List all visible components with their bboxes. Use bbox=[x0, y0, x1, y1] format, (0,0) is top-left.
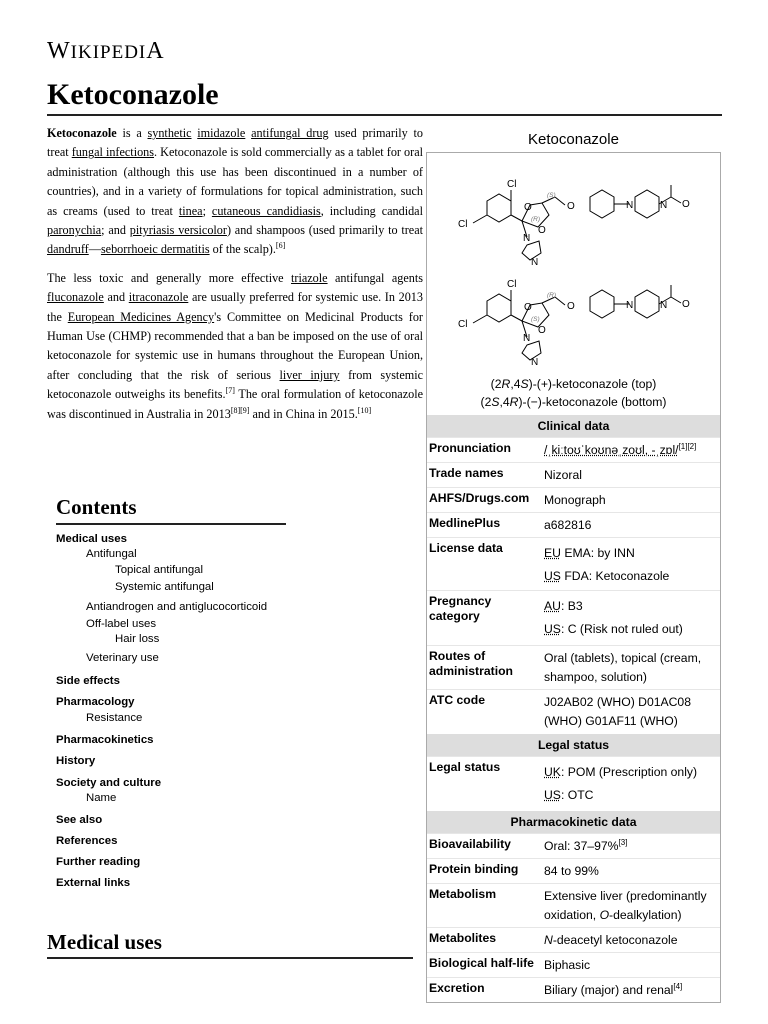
text: , including candidal bbox=[320, 203, 423, 218]
toc-item-antifungal[interactable]: Antifungal bbox=[86, 548, 137, 560]
text: EMA: by INN bbox=[560, 546, 635, 560]
legal-us bbox=[544, 786, 716, 805]
text: FDA: Ketoconazole bbox=[560, 569, 670, 583]
structure-caption bbox=[427, 371, 720, 414]
abbr-us[interactable]: US bbox=[544, 569, 561, 583]
abbr-au[interactable]: AU bbox=[544, 599, 561, 613]
atom-n: N bbox=[660, 200, 668, 211]
text: S bbox=[491, 395, 500, 409]
link-antifungal-drug[interactable]: antifungal drug bbox=[251, 126, 329, 140]
link-triazole[interactable]: triazole bbox=[291, 270, 328, 285]
link-fluconazole[interactable]: fluconazole bbox=[47, 290, 104, 305]
toc-item-resistance[interactable]: Resistance bbox=[86, 712, 143, 724]
row-value bbox=[544, 757, 720, 810]
row-label: Routes of administration bbox=[429, 649, 513, 678]
atom-n: N bbox=[660, 300, 668, 311]
row-metabolism bbox=[427, 883, 720, 927]
caption-line-1 bbox=[427, 375, 720, 393]
text: R bbox=[501, 377, 511, 391]
text: : B3 bbox=[560, 599, 583, 613]
text: and bbox=[103, 290, 129, 305]
row-label: Metabolism bbox=[429, 887, 497, 901]
atom-o: O bbox=[567, 301, 575, 312]
row-atc-code bbox=[427, 689, 720, 733]
section-heading-medical-uses: Medical uses bbox=[47, 930, 413, 959]
atom-o: O bbox=[538, 325, 546, 336]
reference-7[interactable]: [7] bbox=[225, 386, 235, 396]
wordmark-w: W bbox=[47, 38, 71, 64]
link-synthetic[interactable]: synthetic bbox=[147, 126, 192, 140]
row-value bbox=[544, 928, 720, 952]
row-medlineplus bbox=[427, 512, 720, 537]
chemical-structure-image[interactable] bbox=[427, 153, 720, 371]
row-label: Pregnancy category bbox=[429, 594, 492, 623]
row-pregnancy-category bbox=[427, 590, 720, 645]
row-value bbox=[544, 884, 720, 927]
atom-n: N bbox=[531, 357, 539, 368]
text: ) and shampoos (used primarily to treat bbox=[226, 223, 423, 238]
text: : POM (Prescription only) bbox=[560, 765, 698, 779]
text: -dealkylation) bbox=[609, 908, 682, 922]
link-seborrhoeic-dermatitis[interactable]: seborrhoeic dermatitis bbox=[100, 242, 210, 257]
wikipedia-wordmark[interactable] bbox=[47, 38, 165, 65]
stereo-r: (R) bbox=[547, 292, 557, 299]
text: N bbox=[544, 933, 553, 947]
text: are usually preferred for systemic use. In 2013 the bbox=[47, 290, 423, 324]
pregnancy-us bbox=[544, 620, 716, 639]
link-medlineplus[interactable]: a682816 bbox=[544, 518, 592, 532]
text: is a bbox=[116, 126, 148, 140]
infobox-title: Ketoconazole bbox=[528, 131, 619, 148]
infobox-frame bbox=[426, 152, 721, 1003]
text: S bbox=[520, 377, 529, 391]
row-label: License data bbox=[429, 541, 503, 555]
link-cutaneous-candidiasis[interactable]: cutaneous candidiasis bbox=[211, 203, 321, 218]
text: )-(+)-ketoconazole (top) bbox=[528, 377, 657, 391]
page-title: Ketoconazole bbox=[47, 78, 722, 116]
atom-cl: Cl bbox=[507, 179, 517, 190]
row-value: Oral (tablets), topical (cream, shampoo, solution) bbox=[544, 651, 702, 684]
link-european-medicines-agency[interactable]: European Medicines Agency bbox=[67, 309, 215, 324]
abbr-us[interactable]: US bbox=[544, 788, 561, 802]
atom-cl: Cl bbox=[507, 279, 517, 290]
pregnancy-au bbox=[544, 597, 716, 616]
text: O bbox=[599, 908, 610, 922]
license-us bbox=[544, 567, 716, 586]
link-monograph[interactable]: Monograph bbox=[544, 493, 606, 507]
drug-infobox bbox=[426, 128, 721, 1003]
toc-item-history[interactable]: History bbox=[56, 755, 96, 767]
row-half-life bbox=[427, 952, 720, 977]
row-label: Biological half-life bbox=[429, 956, 534, 970]
atom-n: N bbox=[626, 200, 634, 211]
license-eu bbox=[544, 544, 716, 563]
legal-uk bbox=[544, 763, 716, 782]
row-label: Bioavailability bbox=[429, 837, 511, 851]
row-value: Biphasic bbox=[544, 958, 591, 972]
row-label: Legal status bbox=[429, 760, 501, 774]
row-label: Pronunciation bbox=[429, 441, 511, 455]
atom-o: O bbox=[524, 302, 532, 313]
toc-item-off-label-uses[interactable]: Off-label uses bbox=[86, 618, 157, 630]
abbr-uk[interactable]: UK bbox=[544, 765, 561, 779]
structure-diagram bbox=[427, 153, 720, 371]
row-value bbox=[544, 438, 720, 462]
section-header-legal-status: Legal status bbox=[427, 733, 720, 756]
table-of-contents bbox=[56, 495, 286, 889]
text: of the scalp). bbox=[209, 242, 276, 257]
text: used primarily to treat bbox=[47, 126, 423, 160]
reference-3[interactable]: [3] bbox=[618, 837, 628, 847]
toc-item-medical-uses[interactable]: Medical uses bbox=[56, 533, 127, 545]
row-routes bbox=[427, 645, 720, 689]
toc-item-external-links[interactable]: External links bbox=[56, 877, 131, 889]
text: The less toxic and generally more effective bbox=[47, 270, 292, 285]
row-label: Protein binding bbox=[429, 862, 519, 876]
reference-1-2[interactable]: [1][2] bbox=[678, 441, 697, 451]
row-label: MedlinePlus bbox=[429, 516, 501, 530]
link-dandruff[interactable]: dandruff bbox=[47, 242, 89, 257]
text: ; and bbox=[101, 223, 130, 238]
reference-10[interactable]: [10] bbox=[357, 405, 372, 415]
link-tinea[interactable]: tinea bbox=[178, 203, 203, 218]
text: Biliary (major) and renal bbox=[544, 983, 674, 997]
toc-title: Contents bbox=[56, 495, 286, 525]
caption-line-2 bbox=[427, 393, 720, 411]
reference-6[interactable]: [6] bbox=[275, 241, 286, 251]
text: and in China in 2015. bbox=[249, 406, 358, 421]
toc-item-pharmacology[interactable]: Pharmacology bbox=[56, 696, 135, 708]
stereo-s: (S) bbox=[531, 316, 540, 323]
text: Extensive liver (predominantly oxidation, bbox=[544, 889, 707, 922]
link-pityriasis-versicolor[interactable]: pityriasis versicolor bbox=[129, 223, 227, 238]
atom-n: N bbox=[523, 233, 531, 244]
text: antifungal agents bbox=[327, 270, 423, 285]
text: — bbox=[88, 242, 101, 257]
wordmark-middle: IKIPEDI bbox=[70, 42, 147, 63]
text: ; bbox=[202, 203, 212, 218]
row-pronunciation bbox=[427, 437, 720, 462]
atom-cl: Cl bbox=[458, 219, 468, 230]
abbr-eu[interactable]: EU bbox=[544, 546, 561, 560]
toc-item-see-also[interactable]: See also bbox=[56, 814, 103, 826]
row-metabolites bbox=[427, 927, 720, 952]
row-value: Nizoral bbox=[544, 468, 582, 482]
row-value bbox=[544, 978, 720, 1002]
text: )-(−)-ketoconazole (bottom) bbox=[518, 395, 667, 409]
intro-paragraph-1 bbox=[47, 124, 423, 260]
pronunciation-ipa[interactable]: /ˌkiːtoʊˈkoʊnəˌzoʊl, -ˌzɒl/ bbox=[544, 443, 679, 457]
text: (2 bbox=[480, 395, 492, 409]
reference-8[interactable]: [8] bbox=[230, 405, 241, 415]
row-value[interactable]: J02AB02 (WHO) D01AC08 (WHO) G01AF11 (WHO) bbox=[544, 695, 691, 728]
toc-item-veterinary-use[interactable]: Veterinary use bbox=[86, 652, 159, 664]
atom-o: O bbox=[682, 299, 690, 310]
text: from systemic ketoconazole outweighs its benefits. bbox=[47, 367, 424, 402]
text: The oral formulation of ketoconazole was discontinued in Australia in 2013 bbox=[47, 387, 424, 421]
row-ahfs bbox=[427, 487, 720, 512]
toc-item-name[interactable]: Name bbox=[86, 792, 117, 804]
row-label: Excretion bbox=[429, 981, 485, 995]
text: . Ketoconazole is sold commercially as a tablet for oral administration (although this use has been discontinued in a number of countries), and in a variety of formulations for topical administration, such as creams (used to treat bbox=[47, 145, 423, 218]
text: ,4 bbox=[510, 377, 521, 391]
abbr-us[interactable]: US bbox=[544, 622, 561, 636]
atom-o: O bbox=[682, 199, 690, 210]
row-excretion bbox=[427, 977, 720, 1002]
row-label: Metabolites bbox=[429, 931, 497, 945]
row-value bbox=[544, 834, 720, 858]
row-label: Trade names bbox=[429, 466, 504, 480]
row-legal-status bbox=[427, 756, 720, 810]
row-label: AHFS/Drugs.com bbox=[429, 491, 530, 505]
atom-n: N bbox=[523, 333, 531, 344]
text: 's Committee on Medicinal Products for Human Use (CHMP) recommended that a ban be imposed on the use of oral ketoconazole for systemic use in humans throughout the European Union, after concluding that the risk of serious bbox=[47, 309, 423, 382]
atom-cl: Cl bbox=[458, 319, 468, 330]
atom-o: O bbox=[524, 202, 532, 213]
toc-item-society-and-culture[interactable]: Society and culture bbox=[56, 777, 162, 789]
text: R bbox=[509, 395, 519, 409]
row-bioavailability bbox=[427, 833, 720, 858]
toc-item-topical-antifungal[interactable]: Topical antifungal bbox=[115, 564, 204, 576]
link-imidazole[interactable]: imidazole bbox=[197, 126, 246, 140]
row-label: ATC code bbox=[429, 693, 485, 707]
lead-term: Ketoconazole bbox=[47, 126, 117, 140]
text: -deacetyl ketoconazole bbox=[552, 933, 678, 947]
text: (2 bbox=[490, 377, 502, 391]
section-header-clinical-data: Clinical data bbox=[427, 414, 720, 437]
atom-n: N bbox=[531, 257, 539, 268]
section-header-pharmacokinetic-data: Pharmacokinetic data bbox=[427, 810, 720, 833]
toc-item-systemic-antifungal[interactable]: Systemic antifungal bbox=[115, 581, 214, 593]
reference-9[interactable]: [9] bbox=[240, 405, 250, 415]
toc-item-antiandrogen[interactable]: Antiandrogen and antiglucocorticoid bbox=[86, 601, 268, 613]
text: : OTC bbox=[560, 788, 594, 802]
atom-o: O bbox=[538, 225, 546, 236]
text: Oral: 37–97% bbox=[544, 839, 619, 853]
atom-n: N bbox=[626, 300, 634, 311]
toc-item-references[interactable]: References bbox=[56, 835, 118, 847]
stereo-s: (S) bbox=[547, 192, 556, 199]
row-trade-names bbox=[427, 462, 720, 487]
intro-section bbox=[47, 124, 423, 433]
row-value: 84 to 99% bbox=[544, 864, 599, 878]
row-value bbox=[544, 591, 720, 645]
text: : C (Risk not ruled out) bbox=[560, 622, 683, 636]
link-liver-injury[interactable]: liver injury bbox=[279, 367, 340, 382]
toc-item-pharmacokinetics[interactable]: Pharmacokinetics bbox=[56, 734, 154, 746]
row-license-data bbox=[427, 537, 720, 590]
row-protein-binding bbox=[427, 858, 720, 883]
intro-paragraph-2 bbox=[47, 269, 423, 424]
toc-item-further-reading[interactable]: Further reading bbox=[56, 856, 141, 868]
link-fungal-infections[interactable]: fungal infections bbox=[71, 145, 155, 160]
row-value bbox=[544, 538, 720, 590]
wordmark-a: A bbox=[146, 38, 165, 64]
toc-item-side-effects[interactable]: Side effects bbox=[56, 675, 120, 687]
link-paronychia[interactable]: paronychia bbox=[47, 223, 102, 238]
toc-item-hair-loss[interactable]: Hair loss bbox=[115, 633, 160, 645]
stereo-r: (R) bbox=[531, 216, 541, 223]
link-itraconazole[interactable]: itraconazole bbox=[128, 290, 189, 305]
reference-4[interactable]: [4] bbox=[673, 981, 683, 991]
atom-o: O bbox=[567, 201, 575, 212]
text: ,4 bbox=[499, 395, 510, 409]
